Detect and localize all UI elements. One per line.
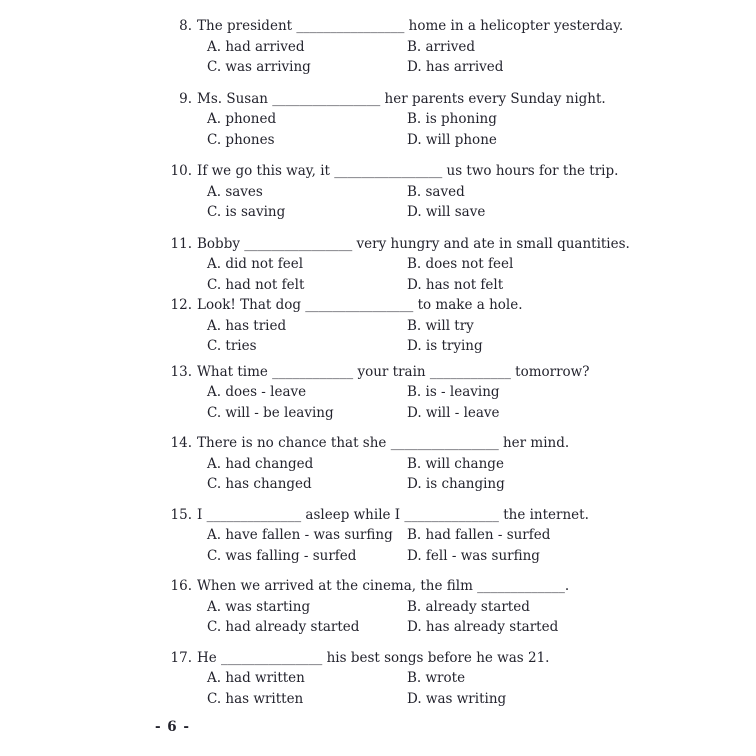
option-a: A. has tried <box>207 317 287 334</box>
question-options <box>207 597 756 638</box>
option-d: D. will - leave <box>407 404 500 421</box>
option-b: B. already started <box>407 598 530 615</box>
option-row <box>207 202 756 223</box>
option-a: A. was starting <box>207 598 311 615</box>
question-number: 9. <box>179 90 192 107</box>
option-c: C. had already started <box>207 619 360 635</box>
question-list <box>0 16 756 709</box>
question-stem-line <box>163 362 756 383</box>
option-row <box>207 182 756 203</box>
question-number: 11. <box>170 235 192 252</box>
question-stem-line <box>163 16 756 37</box>
option-row <box>207 382 756 403</box>
option-row <box>207 336 756 357</box>
question-item <box>163 234 756 296</box>
option-a: A. did not feel <box>207 256 304 272</box>
question-options <box>207 382 756 423</box>
page-number: - 6 - <box>155 719 190 735</box>
option-a: A. had written <box>207 670 305 686</box>
option-b: B. will change <box>407 455 504 472</box>
question-options <box>207 454 756 495</box>
option-b: B. arrived <box>407 38 476 55</box>
option-a: A. had changed <box>207 455 314 472</box>
option-row <box>207 546 756 567</box>
option-c: C. has changed <box>207 476 312 492</box>
question-stem-line <box>163 234 756 255</box>
question-options <box>207 37 756 78</box>
option-b: B. will try <box>407 317 474 334</box>
question-item <box>163 295 756 357</box>
question-options <box>207 254 756 295</box>
option-d: D. has arrived <box>407 59 504 75</box>
question-stem-line <box>163 648 756 669</box>
option-row <box>207 617 756 638</box>
option-row <box>207 525 756 546</box>
option-row <box>207 597 756 618</box>
option-row <box>207 454 756 475</box>
option-b: B. had fallen - surfed <box>407 527 551 543</box>
question-item <box>163 433 756 495</box>
option-b: B. is - leaving <box>407 384 500 400</box>
question-stem: He _______________ his best songs before he was 21. <box>197 649 550 666</box>
option-row <box>207 254 756 275</box>
option-a: A. had arrived <box>207 38 305 55</box>
option-row <box>207 57 756 78</box>
question-item <box>163 648 756 710</box>
option-c: C. will - be leaving <box>207 404 334 421</box>
question-stem: Bobby ________________ very hungry and ate in small quantities. <box>197 235 630 252</box>
question-item <box>163 362 756 424</box>
option-row <box>207 668 756 689</box>
option-row <box>207 403 756 424</box>
question-stem-line <box>163 295 756 316</box>
option-b: B. wrote <box>407 670 466 686</box>
option-d: D. has already started <box>407 619 559 635</box>
question-options <box>207 109 756 150</box>
option-d: D. fell - was surfing <box>407 547 540 564</box>
question-options <box>207 525 756 566</box>
option-b: B. is phoning <box>407 111 497 127</box>
option-a: A. have fallen - was surfing <box>207 527 393 543</box>
question-options <box>207 668 756 709</box>
option-d: D. is changing <box>407 476 505 492</box>
question-item <box>163 16 756 78</box>
question-number: 17. <box>170 649 192 666</box>
option-c: C. was arriving <box>207 59 311 75</box>
question-stem-line <box>163 89 756 110</box>
option-a: A. does - leave <box>207 384 307 400</box>
question-stem: There is no chance that she ________________ her mind. <box>197 435 570 451</box>
option-b: B. saved <box>407 183 465 200</box>
question-item <box>163 505 756 567</box>
option-c: C. has written <box>207 690 304 707</box>
question-number: 12. <box>170 297 192 313</box>
question-item <box>163 161 756 223</box>
question-options <box>207 316 756 357</box>
question-stem: Ms. Susan ________________ her parents every Sunday night. <box>197 90 606 107</box>
question-stem: I ______________ asleep while I ______________ the internet. <box>197 506 589 523</box>
option-c: C. had not felt <box>207 276 305 293</box>
question-number: 13. <box>170 363 192 380</box>
question-options <box>207 182 756 223</box>
question-stem: When we arrived at the cinema, the film _____________. <box>197 578 570 594</box>
question-number: 16. <box>170 578 192 594</box>
question-stem-line <box>163 161 756 182</box>
question-number: 15. <box>170 506 192 523</box>
option-row <box>207 37 756 58</box>
option-c: C. is saving <box>207 204 286 220</box>
option-c: C. phones <box>207 131 275 148</box>
option-d: D. has not felt <box>407 276 504 293</box>
option-d: D. is trying <box>407 338 483 354</box>
option-c: C. was falling - surfed <box>207 547 357 564</box>
question-number: 14. <box>170 435 192 451</box>
option-row <box>207 689 756 710</box>
option-row <box>207 316 756 337</box>
question-stem: What time ____________ your train ____________ tomorrow? <box>197 363 590 380</box>
option-row <box>207 130 756 151</box>
question-stem-line <box>163 433 756 454</box>
option-b: B. does not feel <box>407 256 514 272</box>
option-row <box>207 474 756 495</box>
question-item <box>163 89 756 151</box>
option-d: D. will save <box>407 204 486 220</box>
option-a: A. saves <box>207 183 263 200</box>
question-stem: If we go this way, it ________________ us two hours for the trip. <box>197 163 619 179</box>
option-row <box>207 275 756 296</box>
option-a: A. phoned <box>207 111 277 127</box>
question-number: 8. <box>179 18 192 34</box>
question-number: 10. <box>170 163 192 179</box>
option-d: D. was writing <box>407 690 507 707</box>
option-d: D. will phone <box>407 131 497 148</box>
question-stem: Look! That dog ________________ to make a hole. <box>197 297 523 313</box>
option-c: C. tries <box>207 338 257 354</box>
question-item <box>163 576 756 638</box>
question-stem: The president ________________ home in a helicopter yesterday. <box>197 18 624 34</box>
option-row <box>207 109 756 130</box>
question-stem-line <box>163 505 756 526</box>
question-stem-line <box>163 576 756 597</box>
